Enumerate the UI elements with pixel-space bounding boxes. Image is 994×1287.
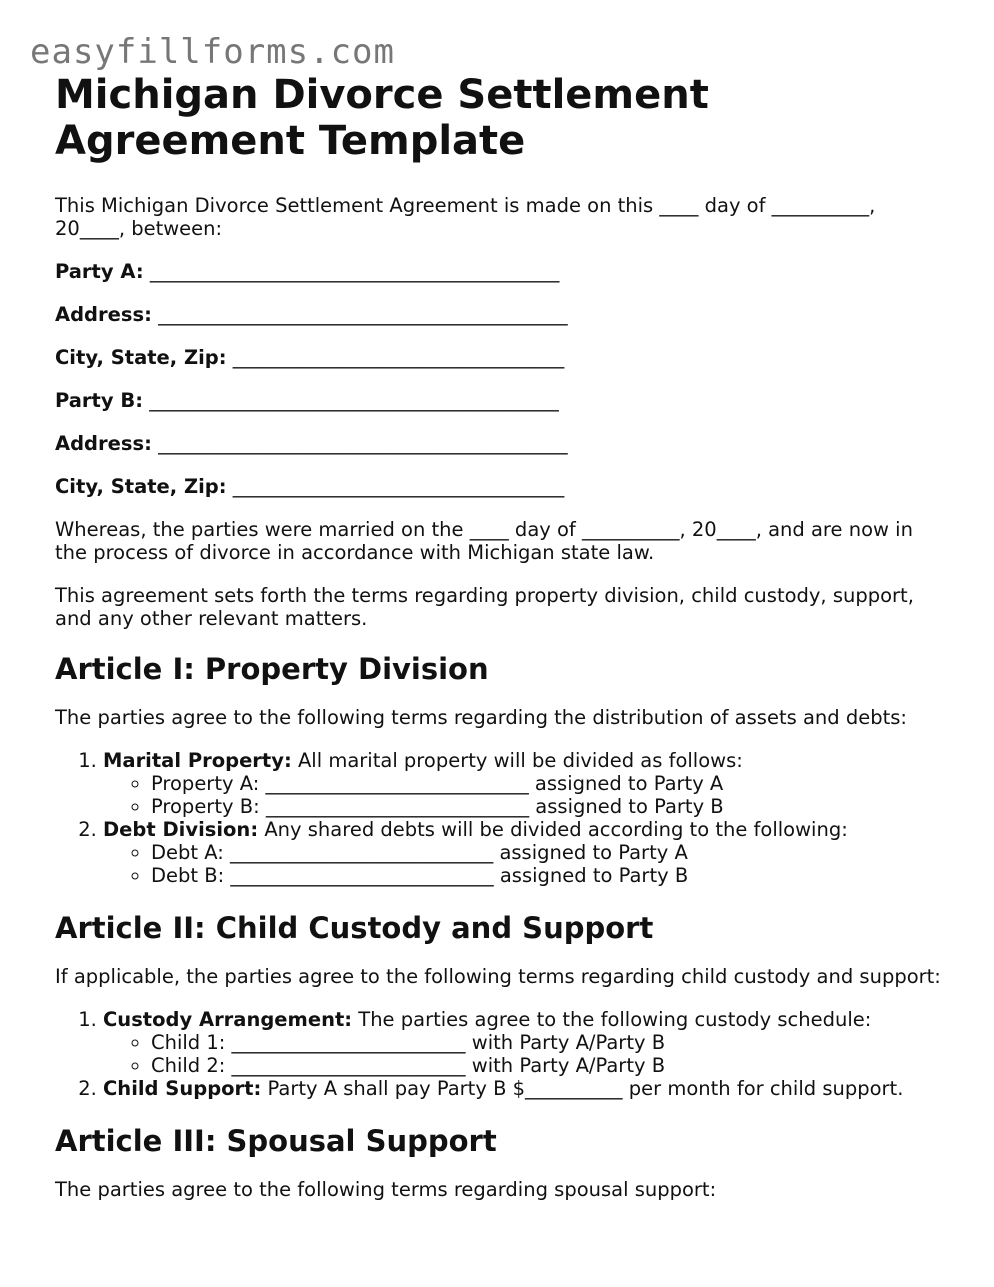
- article-2-intro: If applicable, the parties agree to the following terms regarding child custody and support:: [55, 965, 941, 988]
- party-a-address-field: [55, 303, 945, 326]
- intro-paragraph: This Michigan Divorce Settlement Agreement is made on this ____ day of __________, 20____, between:: [55, 194, 876, 240]
- field-blank: __________________________________________: [158, 432, 568, 455]
- list-item: [103, 1077, 945, 1100]
- item-label: Marital Property:: [103, 749, 292, 772]
- field-label: City, State, Zip:: [55, 475, 227, 498]
- field-blank: __________________________________: [232, 346, 565, 369]
- article-3-intro: The parties agree to the following terms regarding spousal support:: [55, 1178, 717, 1201]
- party-a-field: [55, 260, 945, 283]
- sub-item: ◦ Child 1: ________________________ with Party A/Party B: [151, 1031, 945, 1054]
- field-label: Party A:: [55, 260, 144, 283]
- item-text: Party A shall pay Party B $__________ per month for child support.: [261, 1077, 904, 1100]
- party-b-city-field: [55, 475, 945, 498]
- field-blank: __________________________________________: [158, 303, 568, 326]
- sub-item: ◦ Property B: ___________________________ assigned to Party B: [151, 795, 945, 818]
- party-a-city-field: [55, 346, 945, 369]
- item-label: Custody Arrangement:: [103, 1008, 353, 1031]
- item-label: Debt Division:: [103, 818, 259, 841]
- purpose-paragraph: This agreement sets forth the terms regarding property division, child custody, support, and any other relevant matters.: [55, 584, 914, 630]
- article-2-heading: Article II: Child Custody and Support: [55, 911, 654, 945]
- sub-list: [103, 1031, 945, 1077]
- field-label: Party B:: [55, 389, 144, 412]
- whereas-paragraph: Whereas, the parties were married on the ____ day of __________, 20____, and are now in the process of divorce in accordance with Michigan state law.: [55, 518, 913, 564]
- sub-list: [103, 772, 945, 818]
- field-label: Address:: [55, 303, 152, 326]
- party-b-field: [55, 389, 945, 412]
- article-1-list: [55, 749, 945, 887]
- field-blank: __________________________________: [232, 475, 565, 498]
- list-item: [103, 1008, 945, 1077]
- field-blank: __________________________________________: [149, 260, 560, 283]
- watermark: easyfillforms.com: [30, 32, 395, 72]
- field-label: Address:: [55, 432, 152, 455]
- document-title: Michigan Divorce Settlement Agreement Template: [55, 72, 709, 164]
- field-label: City, State, Zip:: [55, 346, 227, 369]
- item-label: Child Support:: [103, 1077, 262, 1100]
- party-b-address-field: [55, 432, 945, 455]
- list-item: [103, 749, 945, 818]
- article-3-heading: Article III: Spousal Support: [55, 1124, 497, 1158]
- item-text: Any shared debts will be divided according to the following:: [258, 818, 848, 841]
- field-blank: __________________________________________: [149, 389, 559, 412]
- article-2-list: [55, 1008, 945, 1100]
- sub-item: ◦ Debt A: ___________________________ assigned to Party A: [151, 841, 945, 864]
- document-page: [55, 72, 945, 1221]
- article-1-intro: The parties agree to the following terms regarding the distribution of assets and debts:: [55, 706, 907, 729]
- sub-item: ◦ Debt B: ___________________________ assigned to Party B: [151, 864, 945, 887]
- sub-list: [103, 841, 945, 887]
- item-text: The parties agree to the following custody schedule:: [352, 1008, 872, 1031]
- list-item: [103, 818, 945, 887]
- sub-item: ◦ Property A: ___________________________ assigned to Party A: [151, 772, 945, 795]
- article-1-heading: Article I: Property Division: [55, 652, 489, 686]
- sub-item: ◦ Child 2: ________________________ with Party A/Party B: [151, 1054, 945, 1077]
- item-text: All marital property will be divided as follows:: [291, 749, 743, 772]
